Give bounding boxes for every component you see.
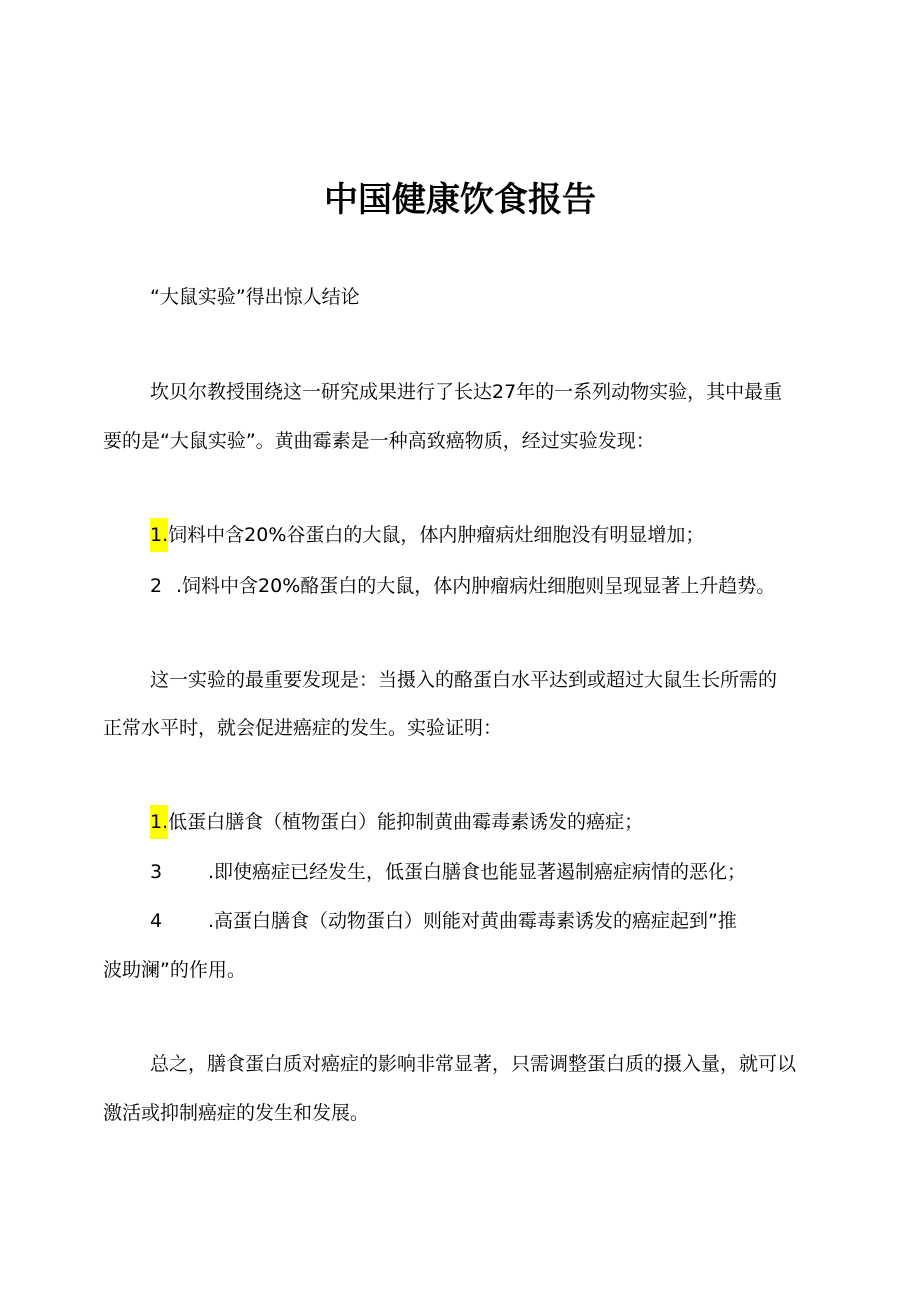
list2-item-1-text: 低蛋白膳食（植物蛋白）能抑制黄曲霉毒素诱发的癌症； (168, 811, 644, 833)
list2-item-2-text: .即使癌症已经发生，低蛋白膳食也能显著遏制癌症病情的恶化； (208, 861, 747, 883)
list1-item-2-number: 2 (150, 575, 163, 597)
list2-item-2-number: 3 (150, 861, 163, 883)
list1-item-1-number: 1. (150, 518, 168, 552)
list1-item-2 (150, 573, 775, 599)
list2-item-1 (150, 809, 643, 835)
list2-item-1-number: 1. (150, 805, 168, 839)
paragraph2-line1: 这一实验的最重要发现是：当摄入的酪蛋白水平达到或超过大鼠生长所需的 (150, 669, 778, 691)
document-title: 中国健康饮食报告 (324, 180, 596, 220)
list1-item-1 (150, 522, 704, 548)
list2-item-3-text: .高蛋白膳食（动物蛋白）则能对黄曲霉毒素诱发的癌症起到”推 (208, 910, 737, 932)
list1-item-2-text: .饲料中含20%酪蛋白的大鼠，体内肿瘤病灶细胞则呈现显著上升趋势。 (176, 575, 776, 597)
paragraph2-line2: 正常水平时，就会促进癌症的发生。实验证明： (103, 717, 503, 739)
subtitle: “大鼠实验”得出惊人结论 (150, 286, 360, 308)
paragraph1-line1: 坎贝尔教授围绕这一研究成果进行了长达27年的一系列动物实验，其中最重 (150, 381, 783, 403)
paragraph3-line1: 总之，膳食蛋白质对癌症的影响非常显著，只需调整蛋白质的摄入量，就可以 (150, 1053, 797, 1075)
list2-item-3-number: 4 (150, 910, 163, 932)
list2-item-3 (150, 908, 737, 934)
paragraph3-line2: 激活或抑制癌症的发生和发展。 (103, 1102, 370, 1124)
list1-item-1-text: 饲料中含20%谷蛋白的大鼠，体内肿瘤病灶细胞没有明显增加； (168, 524, 705, 546)
list2-item-2 (150, 859, 746, 885)
paragraph1-line2: 要的是“大鼠实验”。黄曲霉素是一种高致癌物质，经过实验发现： (103, 430, 655, 452)
list2-continuation: 波助澜”的作用。 (103, 959, 246, 981)
